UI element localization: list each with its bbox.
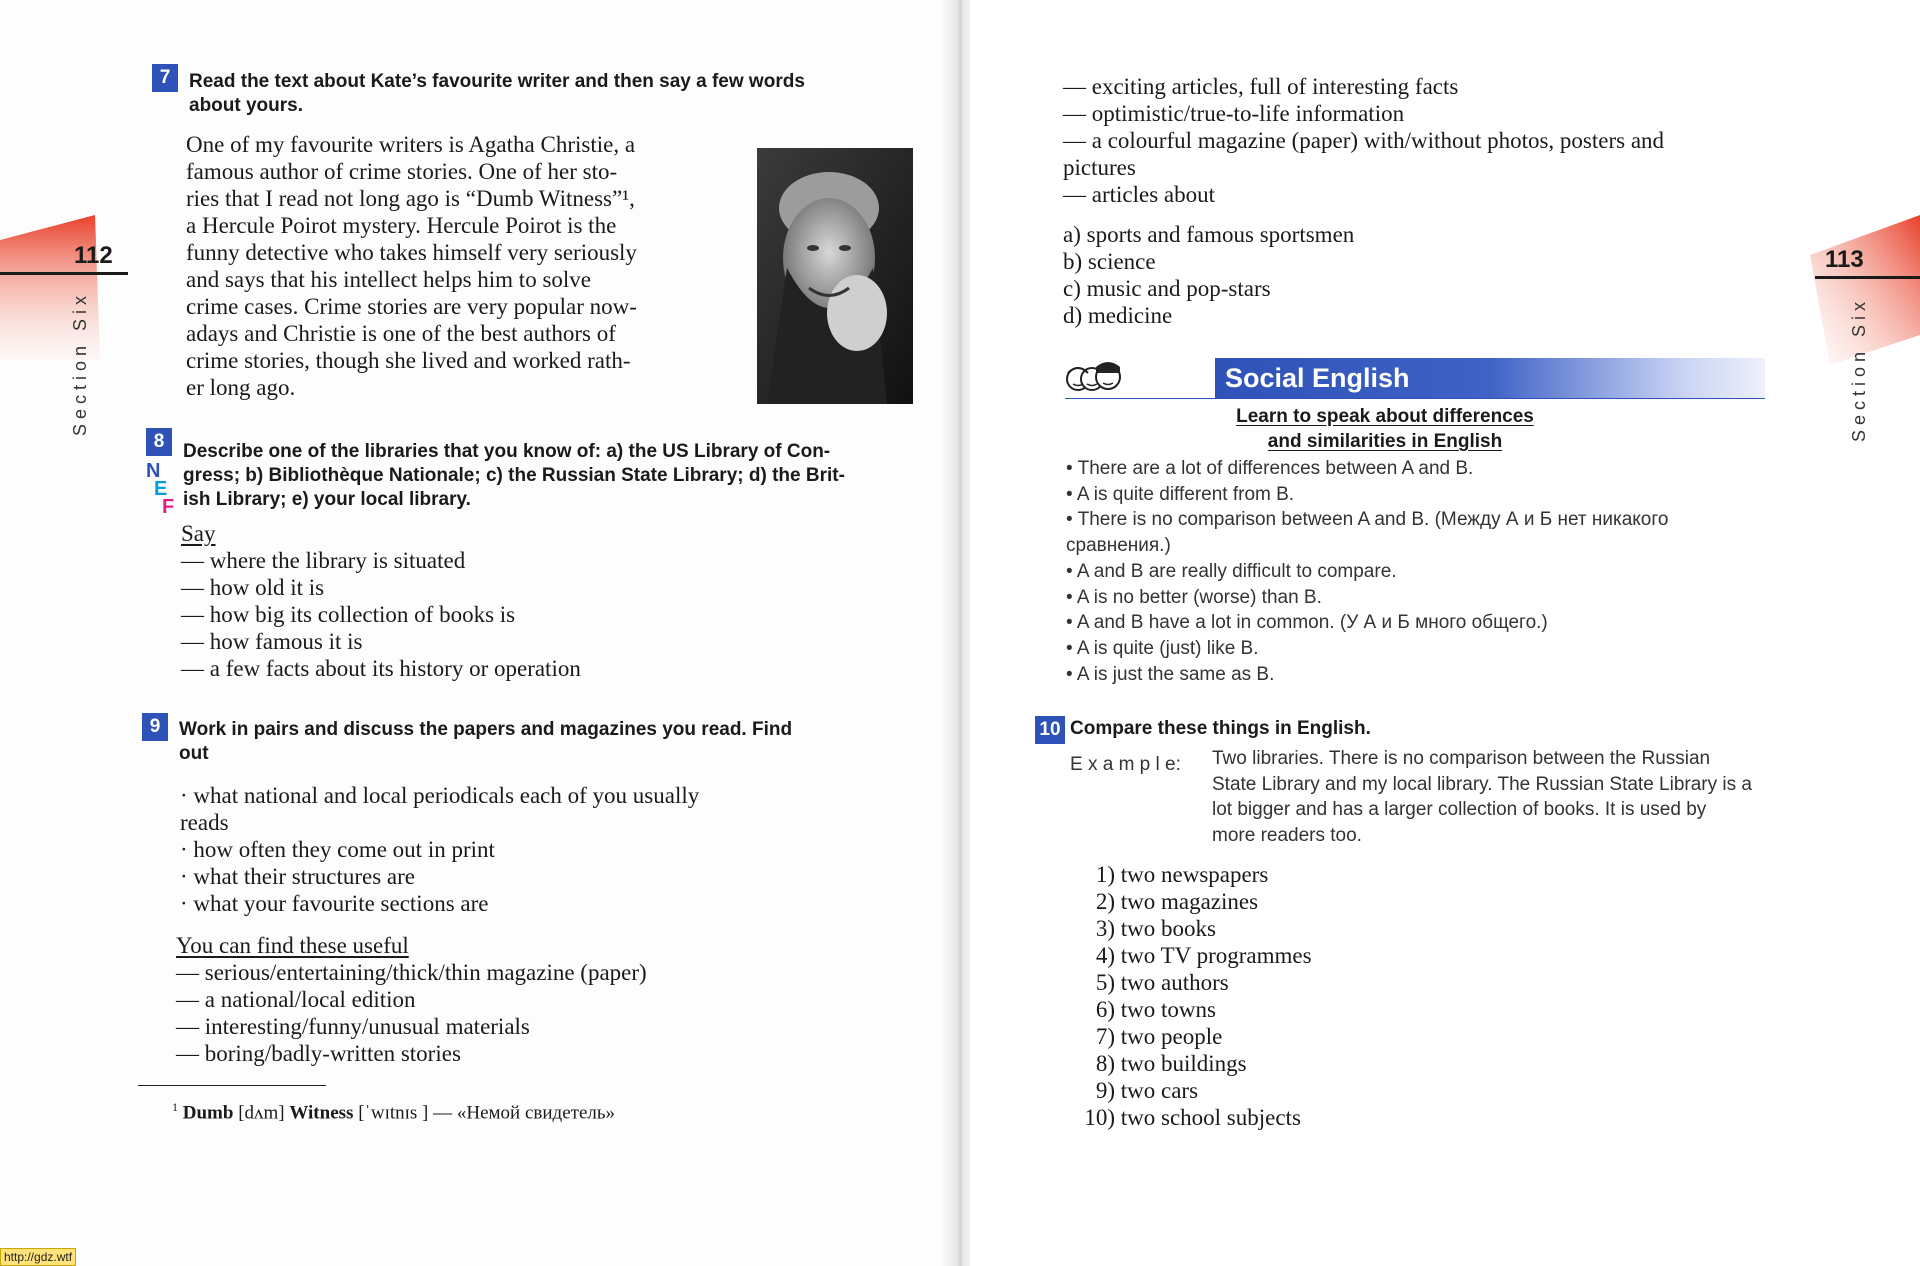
topics-list xyxy=(1063,221,1354,329)
right-page xyxy=(970,0,1920,1266)
exercise-8-say-list xyxy=(181,520,581,682)
page-number-left: 112 xyxy=(74,242,113,269)
comparison-item: 4) two TV programmes xyxy=(1095,943,1312,968)
list-item: — articles about xyxy=(1063,182,1216,207)
text-line: famous author of crime stories. One of her sto- xyxy=(186,159,618,184)
watermark-link[interactable]: http://gdz.wtf xyxy=(0,1248,76,1266)
list-item: — optimistic/true-to-life information xyxy=(1063,101,1405,126)
exercise-7-heading-line2: about yours. xyxy=(189,95,304,116)
topic-item: d) medicine xyxy=(1063,303,1173,328)
phrase-item: сравнения.) xyxy=(1066,535,1171,557)
phrase-item: • A and B are really difficult to compare. xyxy=(1066,560,1397,582)
list-item: — how old it is xyxy=(181,575,325,600)
list-item: — interesting/funny/unusual materials xyxy=(176,1014,530,1039)
heading-line: Describe one of the libraries that you know of: a) the US Library of Con- xyxy=(183,441,831,462)
phrase-item: • A is just the same as B. xyxy=(1066,663,1275,685)
social-english-banner: Social English xyxy=(1215,358,1765,398)
nef-e: E xyxy=(154,478,168,500)
footnote-term: Dumb xyxy=(182,1102,234,1124)
author-portrait-photo xyxy=(757,148,913,404)
example-line: Two libraries. There is no comparison between the Russian xyxy=(1212,748,1711,769)
footnote xyxy=(172,1100,615,1124)
list-item: — how big its collection of books is xyxy=(181,602,516,627)
exercise-9-bullets xyxy=(180,782,905,917)
continued-useful-list xyxy=(1063,73,1763,208)
subtitle-line: and similarities in English xyxy=(1267,431,1503,452)
bullet-item: · what your favourite sections are xyxy=(180,891,489,916)
phrase-item: • There is no comparison between A and B. (Между А и Б нет никакого xyxy=(1066,509,1669,531)
text-line: adays and Christie is one of the best authors of xyxy=(186,321,616,346)
nef-n: N xyxy=(146,460,161,482)
list-item: — serious/entertaining/thick/thin magazine (paper) xyxy=(176,960,647,985)
exercise-9-heading-line1: Work in pairs and discuss the papers and magazines you read. Find xyxy=(179,719,793,740)
phrase-item: • There are a lot of differences between A and B. xyxy=(1066,458,1474,479)
text-line: ries that I read not long ago is “Dumb Witness”¹, xyxy=(186,186,635,211)
exercise-9-heading-line2: out xyxy=(179,743,209,764)
bullet-item: · how often they come out in print xyxy=(180,837,495,862)
text-line: crime cases. Crime stories are very popular now- xyxy=(186,294,637,319)
left-page xyxy=(0,0,958,1266)
page-corner-tab-left xyxy=(0,210,120,360)
heading-line: gress; b) Bibliothèque Nationale; c) the Russian State Library; d) the Brit- xyxy=(183,465,845,486)
list-item: — exciting articles, full of interesting facts xyxy=(1063,74,1459,99)
social-english-subtitle xyxy=(1065,404,1705,454)
phrase-item: • A is quite (just) like B. xyxy=(1066,637,1259,659)
topic-item: c) music and pop-stars xyxy=(1063,276,1271,301)
topic-item: a) sports and famous sportsmen xyxy=(1063,222,1355,247)
list-item: — a few facts about its history or operation xyxy=(181,656,581,681)
page-rule-right xyxy=(1815,276,1920,279)
example-line: lot bigger and has a larger collection of books. It is used by xyxy=(1212,799,1707,821)
footnote-translation: — «Немой свидетель» xyxy=(433,1102,616,1124)
bullet-item: · what national and local periodicals each of you usually xyxy=(180,783,700,808)
exercise-7-text xyxy=(186,131,731,401)
exercise-9-useful-list xyxy=(176,932,647,1067)
comparison-item: 8) two buildings xyxy=(1095,1051,1247,1076)
exercise-9-number: 9 xyxy=(142,713,168,741)
phrase-item: • A is no better (worse) than B. xyxy=(1066,586,1322,608)
comparison-item: 10) two school subjects xyxy=(1084,1105,1301,1130)
comparison-list xyxy=(1075,861,1312,1131)
exercise-8-number: 8 xyxy=(146,428,172,456)
example-label: E x a m p l e: xyxy=(1070,754,1181,775)
comparison-item: 2) two magazines xyxy=(1095,889,1259,914)
comparison-item: 5) two authors xyxy=(1095,970,1229,995)
text-line: funny detective who takes himself very seriously xyxy=(186,240,637,265)
nef-f: F xyxy=(162,496,175,518)
example-text xyxy=(1212,746,1772,849)
section-label-right: Section Six xyxy=(1849,296,1869,442)
comparison-item: 1) two newspapers xyxy=(1095,862,1269,887)
text-line: One of my favourite writers is Agatha Christie, a xyxy=(186,132,636,157)
social-english-phrases xyxy=(1066,456,1771,687)
text-line: crime stories, though she lived and worked rath- xyxy=(186,348,631,373)
example-line: more readers too. xyxy=(1212,825,1362,847)
comparison-item: 7) two people xyxy=(1095,1024,1223,1049)
footnote-term2: Witness xyxy=(289,1102,354,1124)
text-line: a Hercule Poirot mystery. Hercule Poirot is the xyxy=(186,213,617,238)
banner-underline xyxy=(1065,398,1765,399)
comparison-item: 9) two cars xyxy=(1095,1078,1199,1103)
footnote-pron2: [ˈwɪtnɪs ] xyxy=(358,1102,429,1124)
people-talking-icon xyxy=(1064,353,1130,399)
text-line: and says that his intellect helps him to solve xyxy=(186,267,591,292)
list-item: — where the library is situated xyxy=(181,548,466,573)
list-item: pictures xyxy=(1063,155,1136,180)
heading-line: ish Library; e) your local library. xyxy=(183,489,471,510)
comparison-item: 3) two books xyxy=(1095,916,1216,941)
phrase-item: • A and B have a lot in common. (У А и Б много общего.) xyxy=(1066,612,1548,634)
footnote-marker: 1 xyxy=(172,1100,178,1114)
exercise-8-heading xyxy=(183,440,913,512)
example-line: State Library and my local library. The Russian State Library is a xyxy=(1212,773,1752,795)
exercise-10-number: 10 xyxy=(1035,716,1065,744)
footnote-pron: [dʌm] xyxy=(238,1102,285,1124)
page-number-right: 113 xyxy=(1825,246,1864,273)
exercise-7-number: 7 xyxy=(152,64,178,92)
bullet-item: · what their structures are xyxy=(180,864,416,889)
list-item: — how famous it is xyxy=(181,629,363,654)
phrase-item: • A is quite different from B. xyxy=(1066,483,1295,505)
exercise-7-heading-line1: Read the text about Kate’s favourite writer and then say a few words xyxy=(189,71,805,92)
comparison-item: 6) two towns xyxy=(1095,997,1216,1022)
text-line: er long ago. xyxy=(186,375,296,400)
nef-marker xyxy=(146,462,174,516)
list-item: — boring/badly-written stories xyxy=(176,1041,461,1066)
footnote-rule xyxy=(138,1085,326,1086)
section-label-left: Section Six xyxy=(70,290,90,436)
say-label: Say xyxy=(181,521,216,546)
useful-label: You can find these useful xyxy=(176,933,409,958)
page-rule-left xyxy=(0,272,128,275)
subtitle-line: Learn to speak about differences xyxy=(1236,406,1534,427)
bullet-item: reads xyxy=(180,810,229,835)
topic-item: b) science xyxy=(1063,249,1156,274)
exercise-10-heading: Compare these things in English. xyxy=(1070,718,1371,739)
list-item: — a national/local edition xyxy=(176,987,416,1012)
list-item: — a colourful magazine (paper) with/without photos, posters and xyxy=(1063,128,1665,153)
